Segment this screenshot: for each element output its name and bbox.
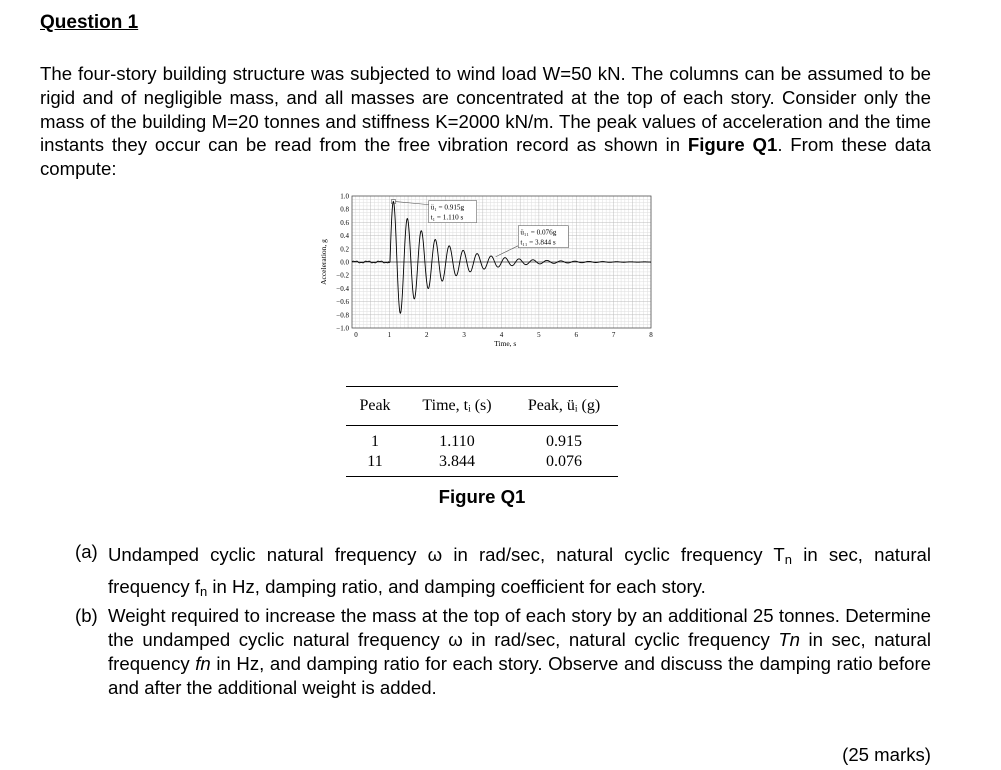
part-b-label: (b) bbox=[75, 605, 98, 626]
part-a-text-1: Undamped cyclic natural frequency ω in rad/sec, natural cyclic frequency T bbox=[108, 544, 785, 565]
part-a-text-3: in Hz, damping ratio, and damping coefficient for each story. bbox=[207, 576, 706, 597]
part-a-text bbox=[108, 540, 931, 604]
part-b-text-3: in Hz, and damping ratio for each story. Observe and discuss the damping ratio before and after the additional weight is added. bbox=[108, 653, 931, 698]
annotation-peak-11-value: ü₁₁ = 0.076g bbox=[520, 228, 557, 237]
intro-main: The four-story building structure was subjected to wind load W=50 kN. The columns can be assumed to be rigid and of negligible mass, and all masses are concentrated at the top of each story. Consider only the mass of the building M=20 tonnes and stiffness K=2000 kN/m. The peak values of acceleration and the time instants they occur can be read from the free vibration record as shown in bbox=[40, 63, 931, 156]
question-parts bbox=[75, 540, 931, 700]
table-row bbox=[346, 452, 618, 472]
table-body bbox=[346, 426, 618, 476]
table-header-peak: Peak bbox=[359, 397, 391, 414]
annotation-peak-1-time: t₁ = 1.110 s bbox=[430, 213, 464, 222]
x-tick-label: 2 bbox=[425, 331, 429, 339]
part-b-italic-2: fn bbox=[195, 653, 211, 674]
part-a-subscript-2: n bbox=[200, 584, 208, 599]
y-tick-label: −0.6 bbox=[336, 298, 349, 307]
chart-y-ticks bbox=[336, 193, 349, 333]
part-b bbox=[75, 604, 931, 700]
part-a bbox=[75, 540, 931, 604]
table-header-peak-value: Peak, üᵢ (g) bbox=[527, 397, 601, 414]
y-tick-label: 1.0 bbox=[340, 192, 349, 201]
chart-x-axis-label: Time, s bbox=[494, 339, 517, 348]
x-tick-label: 1 bbox=[387, 331, 392, 339]
table-header-time: Time, tᵢ (s) bbox=[422, 397, 492, 414]
x-tick-label: 0 bbox=[354, 331, 358, 339]
acceleration-chart-svg bbox=[318, 188, 658, 356]
y-tick-label: −0.8 bbox=[336, 311, 349, 320]
table-row bbox=[346, 432, 618, 452]
intro-end: . From these data compute: bbox=[40, 134, 931, 180]
part-b-text-2: in sec, natural frequency bbox=[108, 629, 931, 674]
question-intro bbox=[40, 62, 931, 181]
x-tick-label: 3 bbox=[462, 331, 466, 339]
part-a-text-2: in sec, natural frequency f bbox=[108, 544, 931, 597]
table-header-row bbox=[346, 387, 618, 426]
chart-x-ticks bbox=[354, 331, 653, 339]
part-a-subscript-1: n bbox=[784, 552, 793, 567]
chart-y-axis-label: Acceleration, g bbox=[319, 239, 328, 285]
table-cell: 0.076 bbox=[546, 453, 582, 470]
question-heading: Question 1 bbox=[40, 12, 139, 33]
table-cell: 0.915 bbox=[546, 433, 582, 450]
x-tick-label: 4 bbox=[499, 331, 504, 339]
annotation-leader-peak-11 bbox=[496, 246, 519, 257]
intro-figure-ref: Figure Q1 bbox=[687, 134, 778, 156]
y-tick-label: 0.0 bbox=[340, 258, 349, 267]
table-cell: 11 bbox=[367, 453, 383, 470]
x-tick-label: 7 bbox=[611, 331, 616, 339]
table-cell: 1.110 bbox=[439, 433, 475, 450]
y-tick-label: −1.0 bbox=[336, 324, 349, 333]
x-tick-label: 8 bbox=[649, 331, 653, 339]
annotation-peak-11-time: t₁₁ = 3.844 s bbox=[520, 238, 556, 247]
part-a-label: (a) bbox=[75, 541, 98, 562]
y-tick-label: 0.8 bbox=[340, 205, 349, 214]
table-cell: 1 bbox=[371, 433, 379, 450]
acceleration-chart bbox=[318, 188, 658, 356]
part-b-text bbox=[108, 604, 931, 700]
part-b-text-1: Weight required to increase the mass at the top of each story by an additional 25 tonnes. Determine the undamped cyclic natural frequency ω in rad/sec, natural cyclic frequency bbox=[108, 605, 931, 650]
y-tick-label: 0.2 bbox=[340, 245, 349, 254]
table-cell: 3.844 bbox=[439, 453, 475, 470]
annotation-peak-1-value: ü₁ = 0.915g bbox=[430, 203, 465, 212]
y-tick-label: −0.4 bbox=[336, 284, 349, 293]
figure-caption: Figure Q1 bbox=[438, 486, 526, 507]
y-tick-label: 0.6 bbox=[340, 218, 349, 227]
x-tick-label: 6 bbox=[574, 331, 578, 339]
marks-total: (25 marks) bbox=[842, 744, 931, 765]
y-tick-label: 0.4 bbox=[340, 232, 349, 241]
y-tick-label: −0.2 bbox=[336, 271, 349, 280]
x-tick-label: 5 bbox=[537, 331, 541, 339]
part-b-italic-1: Tn bbox=[778, 629, 801, 650]
peak-data-table bbox=[346, 386, 618, 477]
